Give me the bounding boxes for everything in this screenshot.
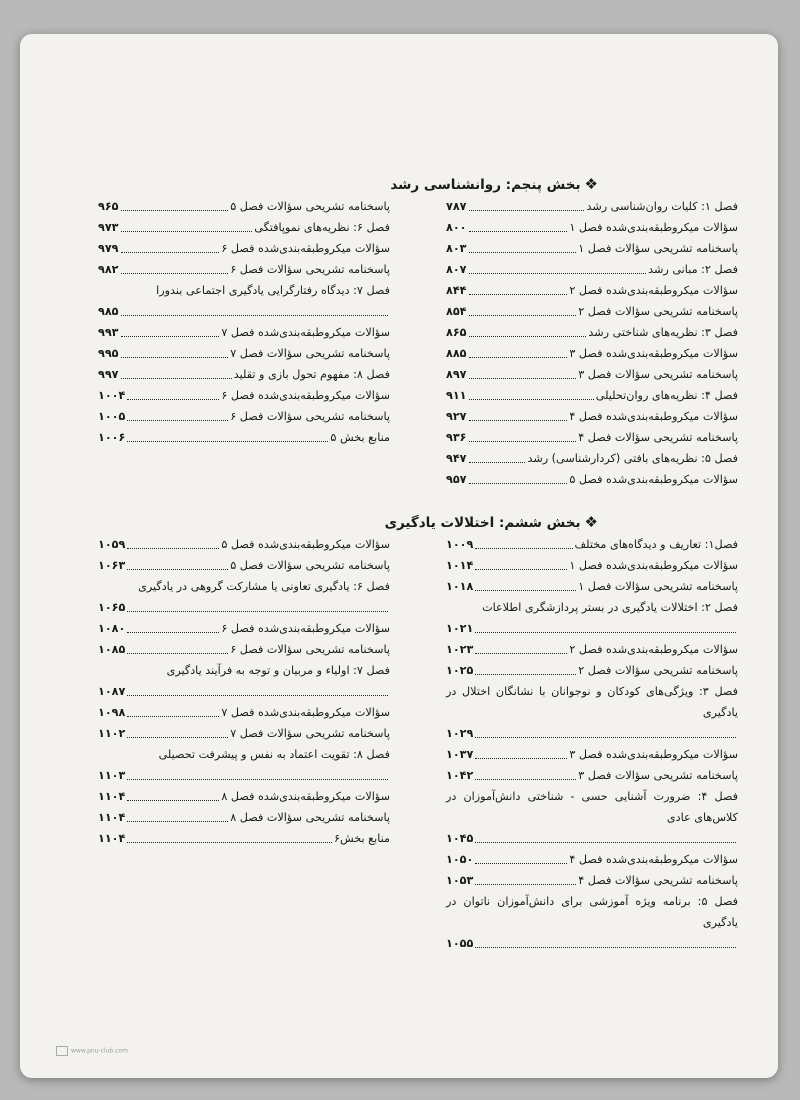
toc-entry [446, 343, 738, 364]
toc-entry-page: ۹۱۱ [446, 389, 467, 402]
toc-entry [98, 723, 390, 744]
toc-entry-page: ۱۱۰۲ [98, 727, 126, 740]
toc-entry [98, 660, 390, 702]
toc-entry-page: ۹۴۷ [446, 452, 467, 465]
toc-entry-title: فصل ۲: اختلالات یادگیری در بستر پردازشگری اطلاعات [482, 601, 738, 614]
toc-entry-page: ۱۰۲۵ [446, 664, 474, 677]
toc-entry-page: ۱۰۶۳ [98, 559, 126, 572]
section-title [98, 172, 738, 196]
toc-entry-page: ۱۰۵۵ [446, 937, 474, 950]
toc-entry-title: فصل ۶: یادگیری تعاونی یا مشارکت گروهی در یادگیری [138, 580, 390, 593]
dot-leader [127, 779, 388, 780]
dot-leader [121, 273, 229, 274]
toc-entry [98, 427, 390, 448]
toc-entry-title: پاسخنامه تشریحی سؤالات فصل ۱ [578, 580, 738, 593]
toc-entry [98, 639, 390, 660]
toc-entry-page: ۱۰۲۱ [446, 622, 474, 635]
dot-leader [121, 231, 253, 232]
toc-entry-page: ۹۹۵ [98, 347, 119, 360]
toc-entry-title: پاسخنامه تشریحی سؤالات فصل ۶ [230, 263, 390, 276]
dot-leader [121, 210, 229, 211]
toc-entry-title: پاسخنامه تشریحی سؤالات فصل ۵ [230, 559, 390, 572]
toc-column-right [446, 534, 738, 954]
toc-entry [446, 259, 738, 280]
toc-entry [446, 217, 738, 238]
toc-column-right [446, 196, 738, 490]
toc-entry-page: ۱۰۵۳ [446, 874, 474, 887]
section-6 [98, 510, 738, 954]
toc-entry [446, 765, 738, 786]
toc-entry-title: فصل ۶: نظریه‌های نموپافتگی [254, 221, 390, 234]
toc-entry-title: فصل ۱: کلیات روان‌شناسی رشد [586, 200, 738, 213]
dot-leader [475, 548, 572, 549]
toc-entry-page: ۱۰۰۴ [98, 389, 126, 402]
toc-entry-page: ۸۴۴ [446, 284, 467, 297]
toc-entry-title: سؤالات میکروطبقه‌بندی‌شده فصل ۱ [569, 221, 738, 234]
dot-leader [127, 653, 228, 654]
toc-entry-page: ۱۰۱۴ [446, 559, 474, 572]
dot-leader [469, 315, 577, 316]
toc-entry-title: سؤالات میکروطبقه‌بندی‌شده فصل ۶ [221, 389, 390, 402]
toc-entry-page: ۸۰۳ [446, 242, 467, 255]
dot-leader [469, 420, 568, 421]
toc-entry-title: فصل ۴: ضرورت آشنایی حسی - شناختی دانش‌آموزان در کلاس‌های عادی [446, 790, 738, 824]
toc-entry [98, 618, 390, 639]
toc-entry-title: فصل۱: تعاریف و دیدگاه‌های مختلف [574, 538, 738, 551]
toc-entry-page: ۱۰۲۳ [446, 643, 474, 656]
toc-entry-page: ۹۸۲ [98, 263, 119, 276]
toc-entry [98, 259, 390, 280]
dot-leader [127, 737, 228, 738]
toc-entry-title: منابع بخش۶ [333, 832, 390, 845]
toc-entry [446, 406, 738, 427]
toc-entry-page: ۱۰۱۸ [446, 580, 474, 593]
dot-leader [121, 336, 220, 337]
dot-leader [121, 357, 229, 358]
toc-entry-page: ۸۰۷ [446, 263, 467, 276]
toc-entry [98, 702, 390, 723]
toc-entry-page: ۹۹۳ [98, 326, 119, 339]
toc-entry-title: فصل ۷: اولیاء و مربیان و توجه به فرآیند یادگیری [166, 664, 390, 677]
dot-leader [469, 357, 568, 358]
dot-leader [469, 210, 585, 211]
toc-entry [98, 828, 390, 849]
dot-leader [469, 252, 577, 253]
toc-entry-page: ۹۷۳ [98, 221, 119, 234]
toc-entry-title: سؤالات میکروطبقه‌بندی‌شده فصل ۵ [569, 473, 738, 486]
toc-entry-title: سؤالات میکروطبقه‌بندی‌شده فصل ۴ [569, 410, 738, 423]
toc-entry-title: فصل ۸: تقویت اعتماد به نفس و پیشرفت تحصیلی [158, 748, 390, 761]
diamond-bullet-icon: ❖ [584, 513, 598, 531]
toc-entry-title: سؤالات میکروطبقه‌بندی‌شده فصل ۶ [221, 242, 390, 255]
dot-leader [469, 462, 526, 463]
toc-entry [98, 744, 390, 786]
dot-leader [127, 441, 328, 442]
toc-entry-page: ۷۸۷ [446, 200, 467, 213]
toc-entry-title: پاسخنامه تشریحی سؤالات فصل ۳ [578, 769, 738, 782]
toc-entry [446, 660, 738, 681]
toc-entry-title: فصل ۲: مبانی رشد [648, 263, 738, 276]
toc-entry-page: ۸۰۰ [446, 221, 467, 234]
toc-entry-title: پاسخنامه تشریحی سؤالات فصل ۲ [578, 664, 738, 677]
dot-leader [127, 716, 219, 717]
dot-leader [475, 863, 567, 864]
toc-entry [446, 597, 738, 639]
toc-entry [98, 217, 390, 238]
toc-entry [446, 849, 738, 870]
toc-entry-page: ۱۰۲۹ [446, 727, 474, 740]
toc-column-left [98, 534, 390, 954]
toc-entry-title: منابع بخش ۵ [330, 431, 390, 444]
toc-entry-title: پاسخنامه تشریحی سؤالات فصل ۷ [230, 727, 390, 740]
toc-entry-page: ۱۰۳۷ [446, 748, 474, 761]
dot-leader [469, 273, 647, 274]
toc-entry-title: سؤالات میکروطبقه‌بندی‌شده فصل ۳ [569, 347, 738, 360]
toc-entry [98, 385, 390, 406]
section-title-text: بخش پنجم: روانشناسی رشد [390, 177, 581, 193]
toc-entry-page: ۱۰۶۵ [98, 601, 126, 614]
dot-leader [469, 399, 594, 400]
toc-entry-page: ۱۰۸۰ [98, 622, 126, 635]
toc-entry [446, 639, 738, 660]
dot-leader [127, 821, 228, 822]
watermark-text: www.pnu-club.com [71, 1047, 128, 1055]
dot-leader [469, 231, 568, 232]
watermark [56, 1046, 128, 1056]
dot-leader [127, 695, 388, 696]
dot-leader [475, 779, 576, 780]
toc-entry [446, 322, 738, 343]
dot-leader [475, 842, 736, 843]
toc-entry [98, 786, 390, 807]
toc-entry-title: پاسخنامه تشریحی سؤالات فصل ۶ [230, 410, 390, 423]
section-5 [98, 172, 738, 490]
toc-entry-title: فصل ۸: مفهوم تحول بازی و تقلید [233, 368, 390, 381]
dot-leader [469, 483, 568, 484]
toc-entry-page: ۱۰۹۸ [98, 706, 126, 719]
dot-leader [475, 569, 567, 570]
dot-leader [127, 569, 228, 570]
toc-entry [98, 322, 390, 343]
dot-leader [469, 441, 577, 442]
toc-entry [446, 427, 738, 448]
dot-leader [127, 420, 228, 421]
toc-entry [446, 448, 738, 469]
toc-entry [98, 343, 390, 364]
toc-entry [446, 891, 738, 954]
toc-entry-title: فصل ۵: نظریه‌های بافتی (کردارشناسی) رشد [527, 452, 738, 465]
toc-entry [446, 744, 738, 765]
dot-leader [121, 252, 220, 253]
toc-entry [98, 238, 390, 259]
toc-entry [98, 534, 390, 555]
toc-entry-title: پاسخنامه تشریحی سؤالات فصل ۵ [230, 200, 390, 213]
toc-entry-title: سؤالات میکروطبقه‌بندی‌شده فصل ۱ [569, 559, 738, 572]
toc-entry [446, 870, 738, 891]
toc-entry [98, 555, 390, 576]
dot-leader [127, 632, 219, 633]
toc-entry-title: سؤالات میکروطبقه‌بندی‌شده فصل ۷ [221, 706, 390, 719]
toc-entry-title: پاسخنامه تشریحی سؤالات فصل ۱ [578, 242, 738, 255]
toc-entry [98, 807, 390, 828]
toc-entry-title: فصل ۵: برنامه ویژه آموزشی برای دانش‌آموزان ناتوان در یادگیری [446, 895, 738, 929]
toc-entry-title: سؤالات میکروطبقه‌بندی‌شده فصل ۷ [221, 326, 390, 339]
toc-entry-title: پاسخنامه تشریحی سؤالات فصل ۳ [578, 368, 738, 381]
toc-entry-title: سؤالات میکروطبقه‌بندی‌شده فصل ۲ [569, 284, 738, 297]
toc-entry [98, 196, 390, 217]
toc-entry [446, 469, 738, 490]
toc-entry-page: ۱۰۸۵ [98, 643, 126, 656]
toc-entry [446, 196, 738, 217]
toc-entry [446, 280, 738, 301]
toc-entry-page: ۹۸۵ [98, 305, 119, 318]
dot-leader [475, 674, 576, 675]
toc-entry-title: سؤالات میکروطبقه‌بندی‌شده فصل ۶ [221, 622, 390, 635]
toc-entry-page: ۱۰۴۲ [446, 769, 474, 782]
toc-entry-page: ۱۰۵۹ [98, 538, 126, 551]
toc-entry-page: ۹۷۹ [98, 242, 119, 255]
toc-entry-page: ۱۰۴۵ [446, 832, 474, 845]
dot-leader [127, 548, 219, 549]
dot-leader [121, 378, 232, 379]
dot-leader [475, 758, 567, 759]
dot-leader [475, 884, 576, 885]
toc-entry-page: ۹۲۷ [446, 410, 467, 423]
toc-entry-page: ۹۹۷ [98, 368, 119, 381]
dot-leader [127, 800, 219, 801]
book-page [20, 34, 778, 1078]
dot-leader [469, 378, 577, 379]
toc-entry [446, 681, 738, 744]
dot-leader [475, 737, 736, 738]
section-title [98, 510, 738, 534]
toc-entry-title: پاسخنامه تشریحی سؤالات فصل ۴ [578, 431, 738, 444]
toc-entry-page: ۱۰۰۶ [98, 431, 126, 444]
toc-entry-page: ۸۵۴ [446, 305, 467, 318]
toc-entry [98, 406, 390, 427]
toc-entry [98, 280, 390, 322]
dot-leader [475, 947, 736, 948]
toc-entry-title: فصل ۳: ویژگی‌های کودکان و نوجوانان با نشانگان اختلال در یادگیری [446, 685, 738, 719]
toc-entry-title: فصل ۳: نظریه‌های شناختی رشد [588, 326, 738, 339]
toc-entry [446, 576, 738, 597]
toc-entry-title: سؤالات میکروطبقه‌بندی‌شده فصل ۵ [221, 538, 390, 551]
toc-entry [98, 576, 390, 618]
toc-entry [446, 555, 738, 576]
toc-entry [446, 786, 738, 849]
toc-entry-title: فصل ۷: دیدگاه رفتارگرایی یادگیری اجتماعی بندورا [156, 284, 390, 297]
toc-entry-title: پاسخنامه تشریحی سؤالات فصل ۷ [230, 347, 390, 360]
toc-entry [446, 301, 738, 322]
dot-leader [469, 294, 568, 295]
toc-entry [446, 385, 738, 406]
toc-entry-page: ۱۱۰۴ [98, 811, 126, 824]
toc-entry [446, 238, 738, 259]
toc-column-left [98, 196, 390, 490]
dot-leader [475, 632, 736, 633]
dot-leader [127, 611, 388, 612]
dot-leader [475, 590, 576, 591]
toc-entry-page: ۱۱۰۴ [98, 790, 126, 803]
toc-entry-page: ۸۶۵ [446, 326, 467, 339]
toc-entry-title: سؤالات میکروطبقه‌بندی‌شده فصل ۸ [221, 790, 390, 803]
toc-entry-page: ۸۹۷ [446, 368, 467, 381]
toc-entry-page: ۱۰۰۹ [446, 538, 474, 551]
diamond-bullet-icon: ❖ [584, 175, 598, 193]
toc-entry-title: پاسخنامه تشریحی سؤالات فصل ۴ [578, 874, 738, 887]
toc-entry-title: سؤالات میکروطبقه‌بندی‌شده فصل ۲ [569, 643, 738, 656]
toc-entry-page: ۱۱۰۳ [98, 769, 126, 782]
toc-entry-page: ۹۶۵ [98, 200, 119, 213]
dot-leader [469, 336, 587, 337]
toc-entry [446, 534, 738, 555]
section-title-text: بخش ششم: اختلالات یادگیری [384, 515, 581, 531]
toc-entry-page: ۱۱۰۴ [98, 832, 126, 845]
toc-entry-page: ۱۰۸۷ [98, 685, 126, 698]
toc-entry-title: پاسخنامه تشریحی سؤالات فصل ۸ [230, 811, 390, 824]
dot-leader [127, 399, 219, 400]
toc-entry-title: پاسخنامه تشریحی سؤالات فصل ۲ [578, 305, 738, 318]
toc-entry-page: ۸۸۵ [446, 347, 467, 360]
toc-entry [98, 364, 390, 385]
dot-leader [121, 315, 389, 316]
toc-entry-title: فصل ۴: نظریه‌های روان‌تحلیلی [595, 389, 738, 402]
toc-entry-title: سؤالات میکروطبقه‌بندی‌شده فصل ۴ [569, 853, 738, 866]
dot-leader [475, 653, 567, 654]
logo-icon [56, 1046, 68, 1056]
toc-entry-page: ۱۰۰۵ [98, 410, 126, 423]
toc-entry-title: سؤالات میکروطبقه‌بندی‌شده فصل ۳ [569, 748, 738, 761]
toc-entry-page: ۹۳۶ [446, 431, 467, 444]
toc-entry-page: ۱۰۵۰ [446, 853, 474, 866]
dot-leader [127, 842, 332, 843]
toc-entry [446, 364, 738, 385]
toc-entry-page: ۹۵۷ [446, 473, 467, 486]
toc-entry-title: پاسخنامه تشریحی سؤالات فصل ۶ [230, 643, 390, 656]
